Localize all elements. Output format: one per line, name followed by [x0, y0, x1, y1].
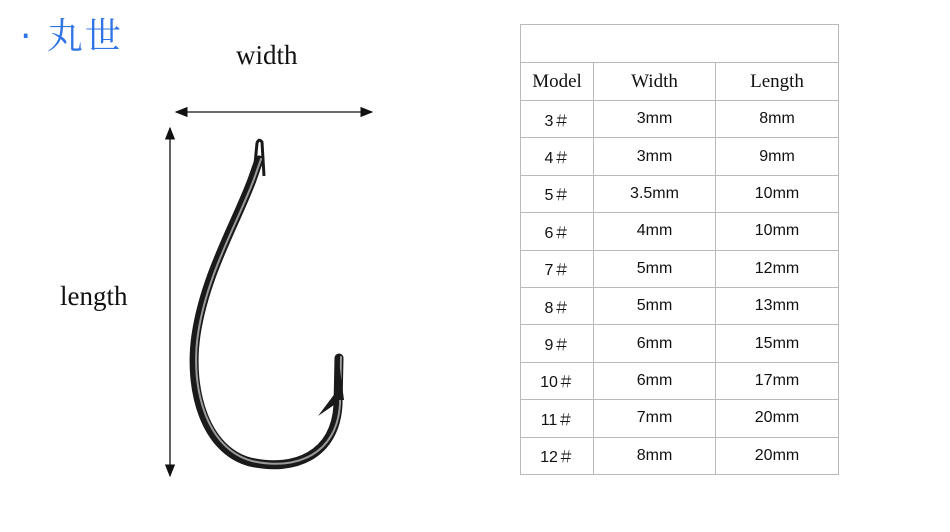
length-cell: 10mm	[716, 213, 839, 250]
length-cell: 12mm	[716, 250, 839, 287]
width-cell: 5mm	[594, 287, 716, 324]
model-cell: 6＃	[521, 213, 594, 250]
table-blank-header-row	[521, 25, 839, 63]
length-cell: 15mm	[716, 325, 839, 362]
table-row	[521, 362, 839, 399]
spec-table	[520, 24, 839, 475]
length-label: length	[60, 281, 128, 311]
length-cell: 17mm	[716, 362, 839, 399]
width-cell: 7mm	[594, 400, 716, 437]
column-header-model: Model	[521, 63, 594, 101]
table-row	[521, 400, 839, 437]
model-cell: 12＃	[521, 437, 594, 474]
table-row	[521, 250, 839, 287]
table-row	[521, 325, 839, 362]
model-cell: 9＃	[521, 325, 594, 362]
model-cell: 10＃	[521, 362, 594, 399]
length-cell: 20mm	[716, 400, 839, 437]
length-cell: 10mm	[716, 175, 839, 212]
width-cell: 8mm	[594, 437, 716, 474]
table-row	[521, 287, 839, 324]
table-row	[521, 213, 839, 250]
page-title: · 丸世	[20, 16, 123, 57]
table-row	[521, 101, 839, 138]
table-blank-header-cell	[521, 25, 839, 63]
column-header-width: Width	[594, 63, 716, 101]
table-row	[521, 138, 839, 175]
model-cell: 7＃	[521, 250, 594, 287]
table-header-row	[521, 63, 839, 101]
width-cell: 3.5mm	[594, 175, 716, 212]
model-cell: 11＃	[521, 400, 594, 437]
width-cell: 5mm	[594, 250, 716, 287]
width-label: width	[236, 40, 298, 70]
column-header-length: Length	[716, 63, 839, 101]
length-cell: 9mm	[716, 138, 839, 175]
model-cell: 8＃	[521, 287, 594, 324]
model-cell: 5＃	[521, 175, 594, 212]
width-cell: 3mm	[594, 138, 716, 175]
width-cell: 6mm	[594, 362, 716, 399]
length-cell: 20mm	[716, 437, 839, 474]
table-row	[521, 437, 839, 474]
model-cell: 4＃	[521, 138, 594, 175]
length-cell: 13mm	[716, 287, 839, 324]
table-row	[521, 175, 839, 212]
fishing-hook-image	[194, 140, 344, 465]
width-cell: 6mm	[594, 325, 716, 362]
length-cell: 8mm	[716, 101, 839, 138]
width-cell: 3mm	[594, 101, 716, 138]
width-cell: 4mm	[594, 213, 716, 250]
model-cell: 3＃	[521, 101, 594, 138]
